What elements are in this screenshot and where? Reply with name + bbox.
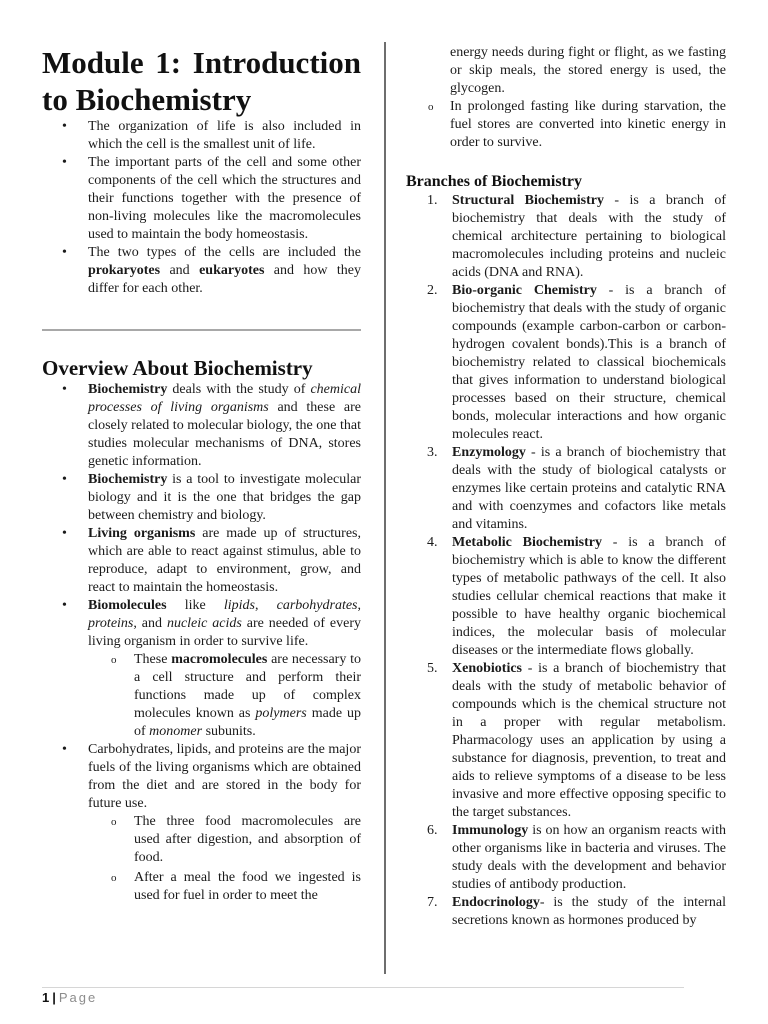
page-title: Module 1: Introduction to Biochemistry xyxy=(42,45,361,117)
overview-sub-list xyxy=(88,651,361,741)
column-divider xyxy=(384,42,386,974)
branch-item: 6. Immunology is on how an organism reacts with other organisms like in bacteria and viruses. The study deals with the development and behavior studies of antibody production. xyxy=(427,823,726,892)
overview-sub-list xyxy=(88,813,361,905)
branch-item: 4. Metabolic Biochemistry - is a branch of biochemistry which is able to know the different types of metabolic pathways of the cell. It also studies cellular chemical reactions that make it possible to have healthy organic biochemical indices, the molecular basis of molecular diseases or the intermediate flows globally. xyxy=(427,535,727,658)
continued-sub-list xyxy=(360,98,726,152)
overview-bullet-list xyxy=(42,381,361,905)
branches-list xyxy=(406,192,726,930)
overview-bullet: • Living organisms are made up of structures, which are able to react against stimulus, able to reproduce, adapt to environment, grow, and react to maintain the homeostasis. xyxy=(42,525,361,597)
overview-sub-bullet: o After a meal the food we ingested is used for fuel in order to meet the xyxy=(88,869,361,905)
intro-bullet: • The organization of life is also included in which the cell is the smallest unit of life. xyxy=(42,118,361,154)
overview-bullet: • Biochemistry deals with the study of chemical processes of living organisms and these are closely related to molecular biology, the one that studies molecular mechanisms of DNA, stores genetic information. xyxy=(42,381,361,471)
page-number: 1 xyxy=(42,990,50,1005)
branch-item: 3. Enzymology - is a branch of biochemistry that deals with the study of biological catalysts or enzymes like certain proteins and catalytic RNA and with coenzymes and cofactors like metals and vitamins. xyxy=(427,445,726,532)
overview-bullet: • Biochemistry is a tool to investigate molecular biology and it is the one that bridges the gap between chemistry and biology. xyxy=(42,471,361,525)
page-label: Page xyxy=(58,990,98,1005)
intro-bullet: • The two types of the cells are included the prokaryotes and eukaryotes and how they differ for each other. xyxy=(42,244,361,298)
overview-sub-bullet: o These macromolecules are necessary to a cell structure and perform their functions made up of complex molecules known as polymers made up of monomer subunits. xyxy=(88,651,361,741)
branch-item: 1. Structural Biochemistry - is a branch of biochemistry that deals with the study of chemical architecture pertaining to biological macromolecules including proteins and nucleic acids (DNA and RNA). xyxy=(427,193,727,280)
footer-separator: | xyxy=(52,990,56,1005)
continued-list xyxy=(360,44,726,152)
right-column xyxy=(406,0,726,930)
continued-sub-bullet: o In prolonged fasting like during starvation, the fuel stores are converted into kinetic energy in order to survive. xyxy=(360,98,726,152)
section-divider xyxy=(42,329,361,331)
branches-heading: Branches of Biochemistry xyxy=(406,173,582,190)
overview-bullet: • Biomolecules like lipids, carbohydrates, proteins, and nucleic acids are needed of every living organism in order to survive life. o These macromolecules are necessary to a cell structure and perform their functions made up of complex molecules known as polymers made up of monomer subunits. xyxy=(42,597,361,741)
continued-text: energy needs during fight or flight, as we fasting or skip meals, the stored energy is used, the glycogen. xyxy=(450,45,726,96)
intro-bullet: • The important parts of the cell and some other components of the cell which the structures and their functions together with the presence of non-living molecules like the macromolecules used to maintain the body homeostasis. xyxy=(42,154,361,244)
left-column xyxy=(42,0,361,905)
branch-item: 5. Xenobiotics - is a branch of biochemistry that deals with the study of metabolic behavior of compounds which is the chemical structure not in a proper with regular metabolism. Pharmacology uses an application by using a substance for diagnosis, prevention, to treat and aids to relieve symptoms of a disease to be less invasive and more effective opposing specific to the target substances. xyxy=(427,661,726,820)
overview-heading: Overview About Biochemistry xyxy=(42,356,313,380)
branch-item: 7. Endocrinology- is the study of the internal secretions known as hormones produced by xyxy=(427,895,726,928)
overview-bullet: • Carbohydrates, lipids, and proteins are the major fuels of the living organisms which are obtained from the diet and are stored in the body for future use. o The three food macromolecules are used after digestion, and absorption of food. o After a meal the food we ingested is used for fuel in order to meet the xyxy=(42,741,361,905)
page-footer xyxy=(42,990,97,1006)
intro-bullet-list xyxy=(42,118,361,298)
overview-sub-bullet: o The three food macromolecules are used after digestion, and absorption of food. xyxy=(88,813,361,867)
branch-item: 2. Bio-organic Chemistry - is a branch of biochemistry that deals with the study of organic compounds (example carbon-carbon or carbon- hydrogen covalent bonds).This is a branch of biochemistry related to classical biochemicals that gives information to understand biological processes based on their structure, chemical bonds, molecular interactions and how organic molecules react. xyxy=(427,283,726,442)
footer-divider xyxy=(42,987,684,988)
